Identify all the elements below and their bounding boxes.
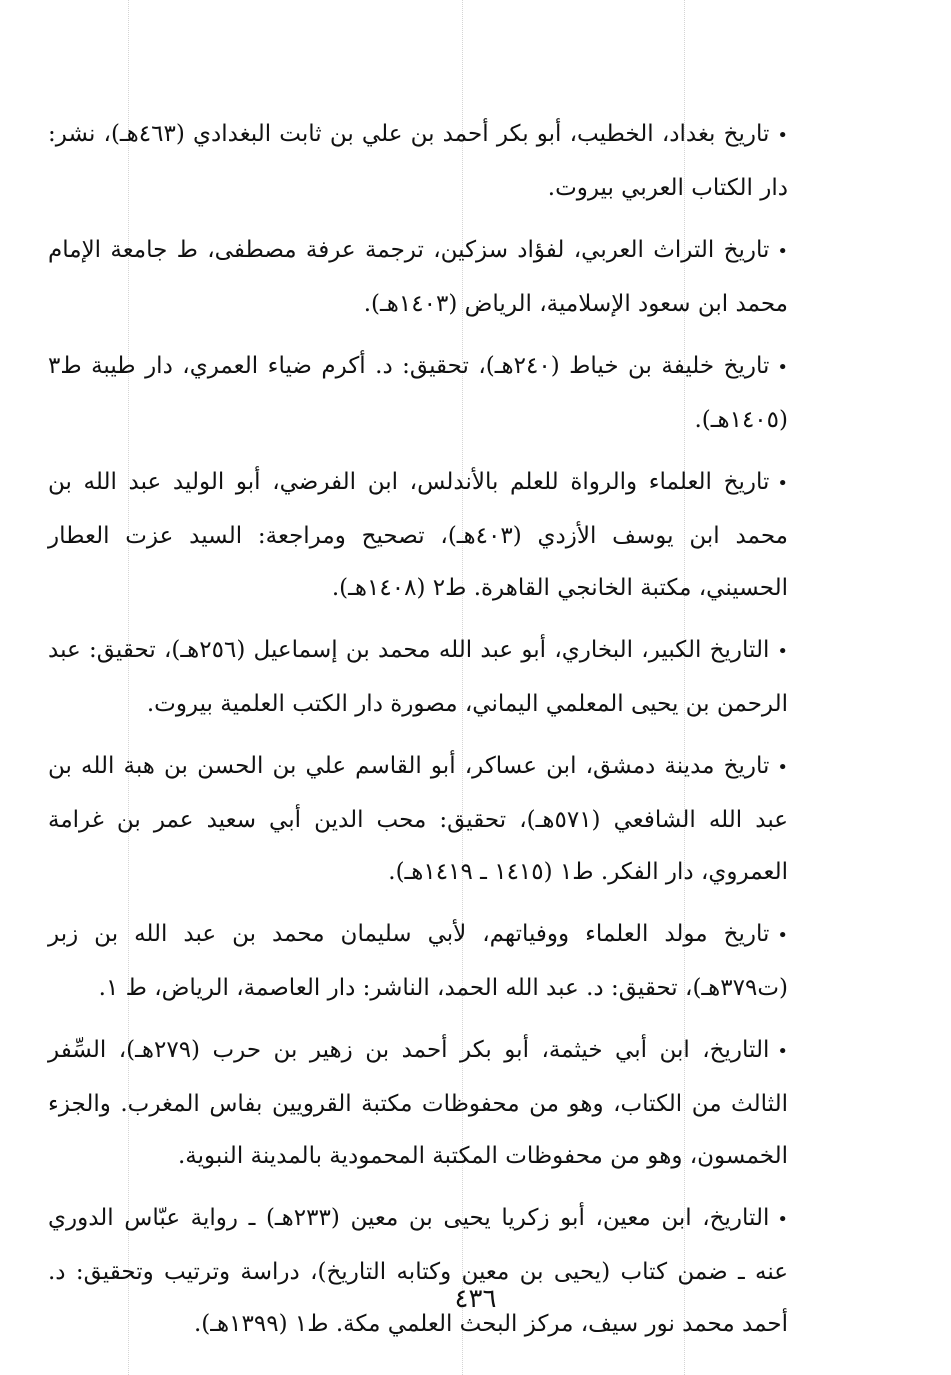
- bibliography-entry: [48, 624, 788, 730]
- entry-text: تاريخ التراث العربي، لفؤاد سزكين، ترجمة عرفة مصطفى، ط جامعة الإمام محمد ابن سعود الإسلامية، الرياض (١٤٠٣هـ).: [48, 237, 788, 317]
- entry-text: تاريخ مولد العلماء ووفياتهم، لأبي سليمان محمد بن عبد الله بن زبر (ت٣٧٩هـ)، تحقيق: د. عبد الله الحمد، الناشر: دار العاصمة، الرياض، ط ١.: [48, 921, 788, 1001]
- bibliography-entry: [48, 456, 788, 614]
- bibliography-entry: [48, 1024, 788, 1182]
- bullet-icon: •: [777, 473, 788, 494]
- bullet-icon: •: [777, 1209, 788, 1230]
- bibliography-entry: [48, 224, 788, 330]
- bullet-icon: •: [777, 641, 788, 662]
- bullet-icon: •: [777, 241, 788, 262]
- entry-text: التاريخ الكبير، البخاري، أبو عبد الله محمد بن إسماعيل (٢٥٦هـ)، تحقيق: عبد الرحمن بن يحيى المعلمي اليماني، مصورة دار الكتب العلمية بيروت.: [48, 637, 788, 717]
- bibliography-entry: [48, 108, 788, 214]
- bullet-icon: •: [777, 125, 789, 146]
- bibliography-entry: [48, 1192, 788, 1350]
- bibliography-entry: [48, 340, 788, 446]
- entry-text: التاريخ، ابن معين، أبو زكريا يحيى بن معين (٢٣٣هـ) ـ رواية عبّاس الدوري عنه ـ ضمن كتاب (يحيى بن معين وكتابه التاريخ)، دراسة وترتيب وتحقيق: د. أحمد محمد نور سيف، مركز البحث العلمي مكة. ط١ (١٣٩٩هـ).: [48, 1205, 788, 1337]
- entry-text: تاريخ خليفة بن خياط (٢٤٠هـ)، تحقيق: د. أكرم ضياء العمري، دار طيبة ط٣ (١٤٠٥هـ).: [48, 353, 788, 433]
- page-number: ٤٣٦: [454, 1284, 497, 1314]
- bullet-icon: •: [777, 357, 788, 378]
- bullet-icon: •: [777, 757, 788, 778]
- entry-text: التاريخ، ابن أبي خيثمة، أبو بكر أحمد بن زهير بن حرب (٢٧٩هـ)، السِّفر الثالث من الكتاب، وهو من محفوظات مكتبة القرويين بفاس المغرب. والجزء الخمسون، وهو من محفوظات المكتبة المحمودية بالمدينة النبوية.: [48, 1037, 788, 1169]
- entry-text: تاريخ مدينة دمشق، ابن عساكر، أبو القاسم علي بن الحسن بن هبة الله بن عبد الله الشافعي (٥٧١هـ)، تحقيق: محب الدين أبي سعيد عمر بن غرامة العمروي، دار الفكر. ط١ (١٤١٥ ـ ١٤١٩هـ).: [48, 753, 789, 885]
- bibliography-entry: [48, 908, 788, 1014]
- bibliography-list: [48, 108, 788, 1360]
- bullet-icon: •: [777, 1041, 788, 1062]
- entry-text: تاريخ العلماء والرواة للعلم بالأندلس، ابن الفرضي، أبو الوليد عبد الله بن محمد ابن يوسف الأزدي (٤٠٣هـ)، تصحيح ومراجعة: السيد عزت العطار الحسيني، مكتبة الخانجي القاهرة. ط٢ (١٤٠٨هـ).: [48, 469, 789, 601]
- bibliography-entry: [48, 740, 788, 898]
- entry-text: تاريخ بغداد، الخطيب، أبو بكر أحمد بن علي بن ثابت البغدادي (٤٦٣هـ)، نشر: دار الكتاب العربي بيروت.: [48, 121, 788, 201]
- bullet-icon: •: [777, 925, 788, 946]
